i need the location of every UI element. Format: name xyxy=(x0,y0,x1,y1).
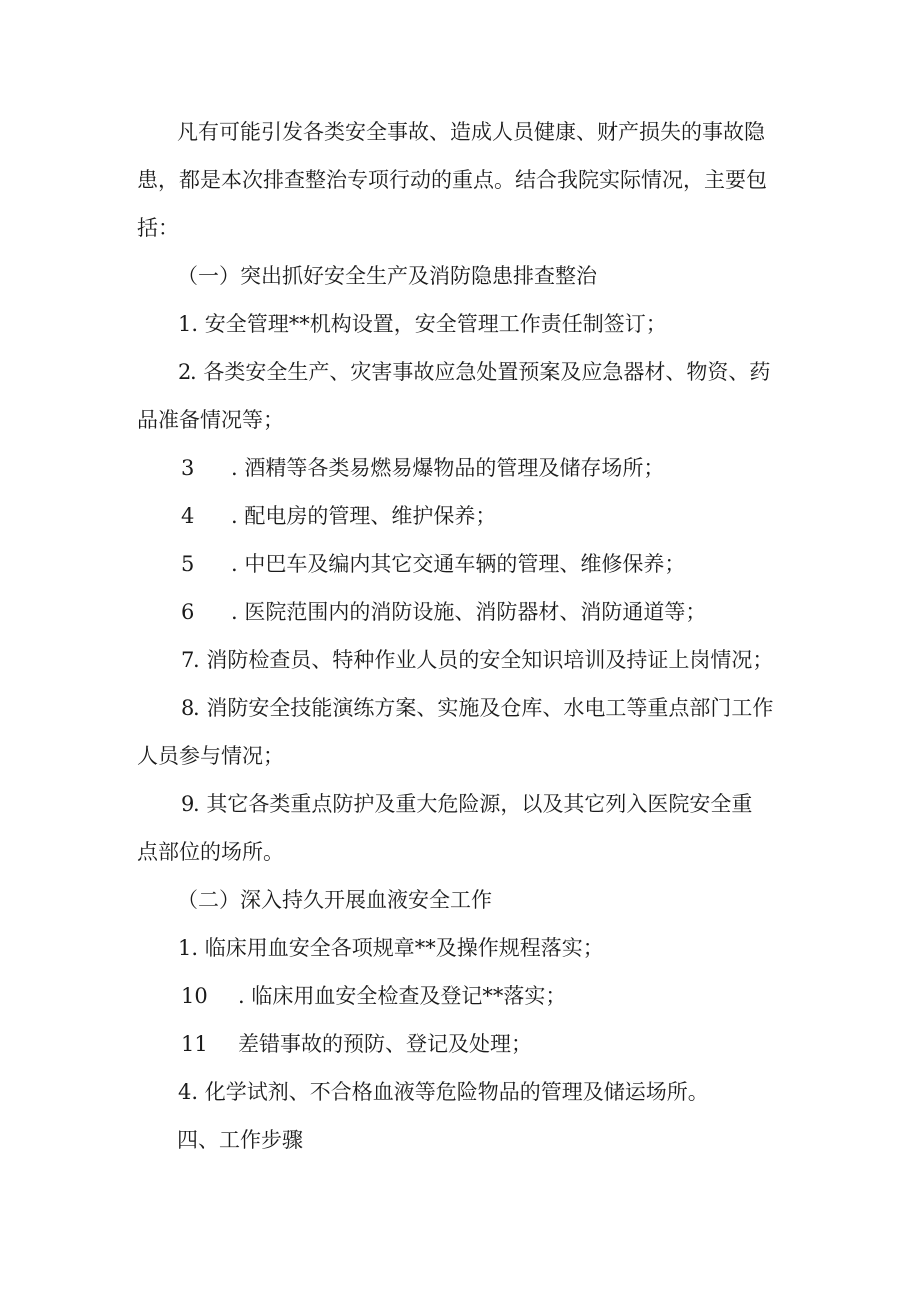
item-number: 1 xyxy=(178,312,192,336)
list-item xyxy=(0,693,920,723)
list-item xyxy=(0,357,920,387)
item-number: 1 xyxy=(178,936,192,960)
item-text: . 临床用血安全各项规章**及操作规程落实； xyxy=(191,936,604,960)
item-text: . 各类安全生产、灾害事故应急处置预案及应急器材、物资、药 xyxy=(190,360,771,384)
item-text: 差错事故的预防、登记及处理； xyxy=(238,1032,532,1056)
list-item xyxy=(0,1029,920,1059)
item-text: . 酒精等各类易燃易爆物品的管理及储存场所； xyxy=(231,456,665,480)
list-item xyxy=(0,789,920,819)
section-heading-3: 四、工作步骤 xyxy=(177,1128,303,1152)
list-item xyxy=(0,453,920,483)
item-number: 10 xyxy=(181,984,208,1008)
item-text: . 中巴车及编内其它交通车辆的管理、维修保养； xyxy=(231,552,686,576)
item-number: 4 xyxy=(178,1080,192,1104)
item-number: 5 xyxy=(181,552,195,576)
item-text: . 消防检查员、特种作业人员的安全知识培训及持证上岗情况； xyxy=(193,648,774,672)
item-number: 7 xyxy=(181,648,195,672)
item-text: . 配电房的管理、维护保养； xyxy=(231,504,497,528)
list-item xyxy=(0,549,920,579)
list-item-continuation: 点部位的场所。 xyxy=(137,840,284,864)
item-number: 9 xyxy=(181,792,195,816)
item-text: . 安全管理**机构设置，安全管理工作责任制签订； xyxy=(191,312,667,336)
section-heading-1: （一）突出抓好安全生产及消防隐患排查整治 xyxy=(177,264,597,288)
item-number: 8 xyxy=(181,696,195,720)
section-heading-2: （二）深入持久开展血液安全工作 xyxy=(177,888,492,912)
intro-line-2: 患，都是本次排查整治专项行动的重点。结合我院实际情况，主要包 xyxy=(137,168,767,192)
item-text: . 化学试剂、不合格血液等危险物品的管理及储运场所。 xyxy=(191,1080,709,1104)
list-item xyxy=(0,597,920,627)
item-number: 6 xyxy=(181,600,195,624)
list-item xyxy=(0,1077,920,1107)
list-item xyxy=(0,501,920,531)
list-item-continuation: 人员参与情况； xyxy=(137,744,284,768)
list-item xyxy=(0,981,920,1011)
list-item xyxy=(0,645,920,675)
item-number: 4 xyxy=(181,504,195,528)
item-text: . 其它各类重点防护及重大危险源，以及其它列入医院安全重 xyxy=(193,792,753,816)
list-item-continuation: 品准备情况等； xyxy=(137,408,284,432)
item-number: 11 xyxy=(181,1032,208,1056)
intro-line-3: 括： xyxy=(137,216,179,240)
item-number: 2 xyxy=(178,360,192,384)
list-item xyxy=(0,933,920,963)
item-number: 3 xyxy=(181,456,195,480)
intro-line-1: 凡有可能引发各类安全事故、造成人员健康、财产损失的事故隐 xyxy=(177,120,765,144)
item-text: . 消防安全技能演练方案、实施及仓库、水电工等重点部门工作 xyxy=(193,696,774,720)
item-text: . 医院范围内的消防设施、消防器材、消防通道等； xyxy=(231,600,707,624)
list-item xyxy=(0,309,920,339)
item-text: . 临床用血安全检查及登记**落实； xyxy=(238,984,567,1008)
